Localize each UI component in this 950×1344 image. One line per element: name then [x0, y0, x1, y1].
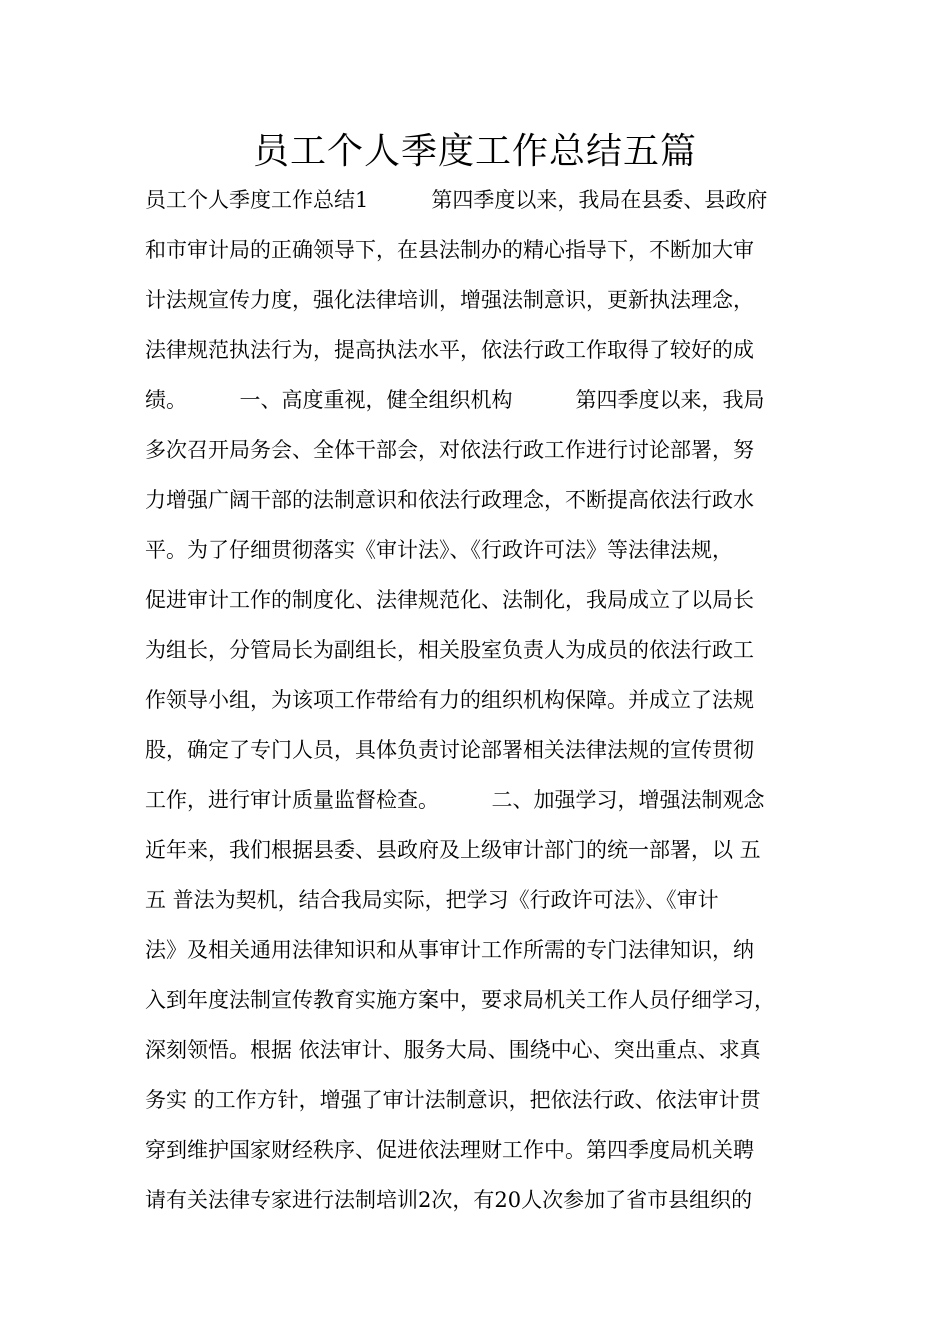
body-line: 深刻领悟。根据 依法审计、服务大局、围绕中心、突出重点、求真: [145, 1038, 761, 1062]
body-line: 近年来，我们根据县委、县政府及上级审计部门的统一部署，以 五: [145, 838, 761, 862]
body-line: 促进审计工作的制度化、法律规范化、法制化，我局成立了以局长: [145, 588, 754, 612]
body-line: 务实 的工作方针，增强了审计法制意识，把依法行政、依法审计贯: [145, 1088, 761, 1112]
body-line: 入到年度法制宣传教育实施方案中，要求局机关工作人员仔细学习，: [145, 988, 775, 1012]
body-line: 请有关法律专家进行法制培训2次，有20人次参加了省市县组织的: [145, 1188, 753, 1212]
body-line: 作领导小组，为该项工作带给有力的组织机构保障。并成立了法规: [145, 688, 754, 712]
body-line: 穿到维护国家财经秩序、促进依法理财工作中。第四季度局机关聘: [145, 1138, 754, 1162]
document-body: [145, 180, 825, 1230]
document-title: 员工个人季度工作总结五篇: [252, 131, 697, 172]
body-line: 平。为了仔细贯彻落实《审计法》、《行政许可法》等法律法规，: [145, 538, 733, 562]
body-line: 法》及相关通用法律知识和从事审计工作所需的专门法律知识，纳: [145, 938, 754, 962]
body-line: 股，确定了专门人员，具体负责讨论部署相关法律法规的宣传贯彻: [145, 738, 754, 762]
body-line: 力增强广阔干部的法制意识和依法行政理念，不断提高依法行政水: [145, 488, 754, 512]
body-line: 和市审计局的正确领导下，在县法制办的精心指导下，不断加大审: [145, 238, 754, 262]
body-line: 多次召开局务会、全体干部会，对依法行政工作进行讨论部署，努: [145, 438, 754, 462]
body-line: 法律规范执法行为，提高执法水平，依法行政工作取得了较好的成: [145, 338, 754, 362]
body-line: 五 普法为契机，结合我局实际，把学习《行政许可法》、《审计: [145, 888, 719, 912]
body-line: 计法规宣传力度，强化法律培训，增强法制意识，更新执法理念，: [145, 288, 754, 312]
body-line: 为组长，分管局长为副组长，相关股室负责人为成员的依法行政工: [145, 638, 754, 662]
body-line: 员工个人季度工作总结1 第四季度以来，我局在县委、县政府: [145, 188, 768, 212]
body-line: 绩。 一、高度重视，健全组织机构 第四季度以来，我局: [145, 388, 765, 412]
body-line: 工作，进行审计质量监督检查。 二、加强学习，增强法制观念: [145, 788, 765, 812]
